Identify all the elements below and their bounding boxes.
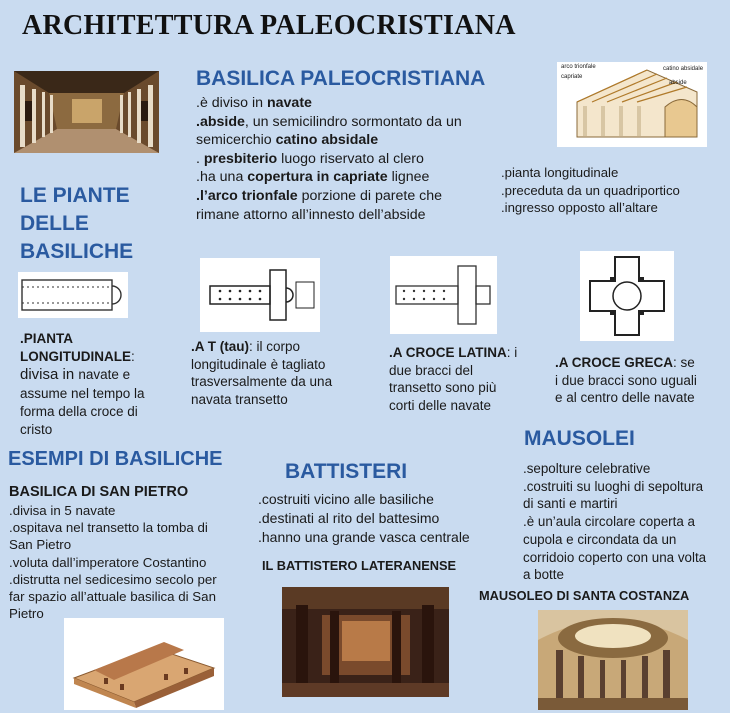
mausolei-heading: MAUSOLEI: [524, 427, 635, 450]
basilica-interior-photo: [14, 71, 159, 153]
diagram-label-arco: arco trionfale: [561, 64, 596, 70]
basilica-section-diagram: [557, 62, 707, 147]
plan-longitudinal-text: .PIANTA LONGITUDINALE: divisa in navate e assume nel tempo la forma della croce di cristo: [20, 331, 145, 438]
battisteri-text: .costruiti vicino alle basiliche .destinati al rito del battesimo .hanno una grande vasca centrale: [258, 491, 470, 545]
basilica-heading: BASILICA PALEOCRISTIANA: [196, 67, 486, 90]
santa-costanza-caption: MAUSOLEO DI SANTA COSTANZA: [479, 588, 690, 603]
plan-tau-text: .A T (tau): il corpo longitudinale è tagliato trasversalmente da una navata transetto: [191, 339, 333, 407]
plan-latin-cross-image: [390, 256, 497, 334]
plan-longitudinal-image: [18, 272, 128, 318]
esempi-heading: ESEMPI DI BASILICHE: [8, 448, 223, 470]
plan-greek-cross-text: .A CROCE GRECA: se i due bracci sono uguali e al centro delle navate: [555, 355, 697, 406]
mausolei-text: .sepolture celebrative .costruiti su luoghi di sepoltura di santi e martiri .è un’aula circolare coperta a cupola e circondata da un corridoio coperto con una volta a botte: [523, 461, 707, 583]
plan-greek-cross-image: [580, 251, 674, 341]
san-pietro-text: .divisa in 5 navate .ospitava nel transetto la tomba di San Pietro .voluta dall’imperatore Costantino .distrutta nel sedicesimo secolo per far spazio all’attuale basilica di San Pietro: [9, 503, 217, 622]
piante-heading: LE PIANTE DELLE BASILICHE: [20, 184, 134, 263]
diagram-label-capriate: capriate: [561, 74, 583, 80]
battistero-caption: IL BATTISTERO LATERANENSE: [262, 558, 457, 573]
basilica-description: .è diviso in navate .abside, un semicilindro sormontato da un semicerchio catino absidale . presbiterio luogo riservato al clero .ha una copertura in capriate lignee .l’arco trionfale porzione di parete che rimane attorno all’innesto dell’abside: [196, 95, 462, 223]
battistero-lateranense-photo: [282, 587, 449, 697]
san-pietro-reconstruction-image: [64, 618, 224, 710]
diagram-label-catino: catino absidale: [663, 66, 704, 72]
plan-latin-cross-text: .A CROCE LATINA: i due bracci del transetto sono più corti delle navate: [389, 345, 518, 413]
page-title: ARCHITETTURA PALEOCRISTIANA: [22, 10, 516, 41]
battisteri-heading: BATTISTERI: [285, 460, 408, 483]
plan-tau-image: [200, 258, 320, 332]
san-pietro-heading: BASILICA DI SAN PIETRO: [9, 484, 189, 500]
diagram-label-abside: abside: [669, 80, 687, 86]
basilica-notes: .pianta longitudinale .preceduta da un quadriportico .ingresso opposto all’altare: [501, 165, 680, 215]
santa-costanza-photo: [538, 610, 688, 710]
